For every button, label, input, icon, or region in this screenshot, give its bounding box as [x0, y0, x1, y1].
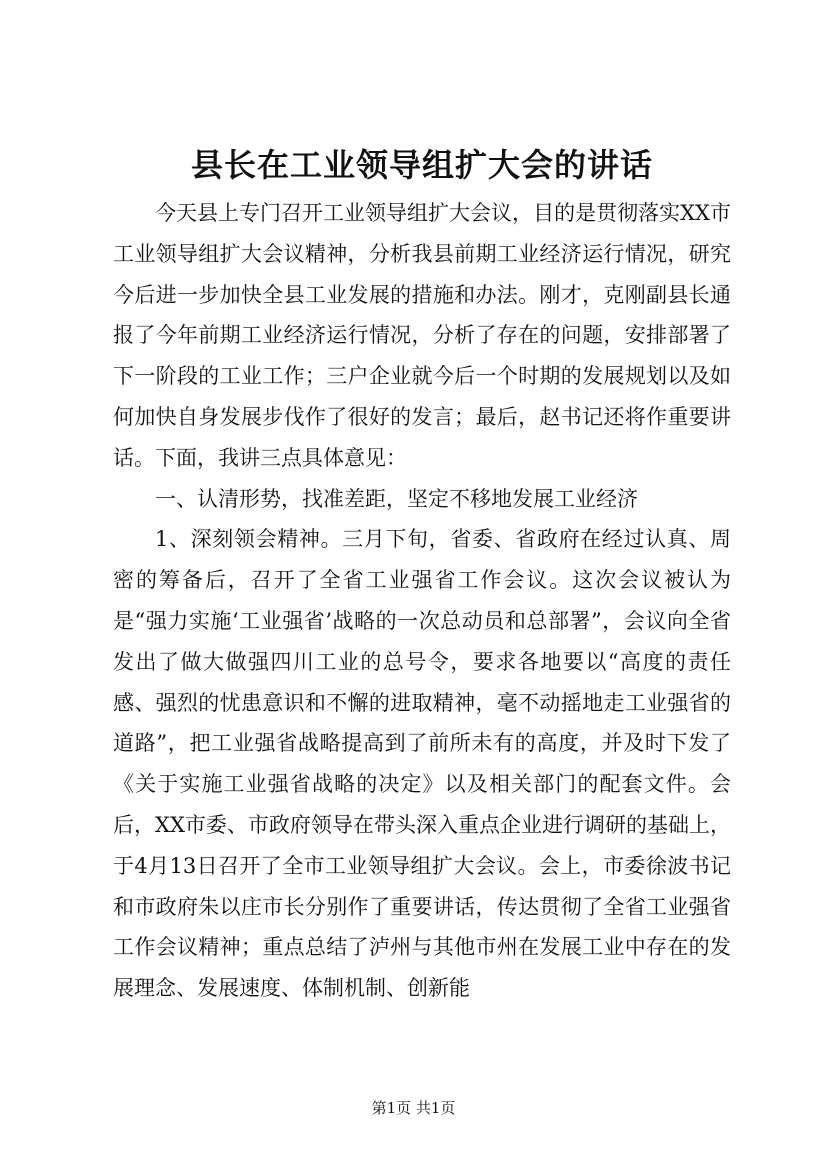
- section-heading-1: 一、认清形势，找准差距，坚定不移地发展工业经济: [155, 486, 638, 511]
- document-title: 县长在工业领导组扩大会的讲话: [190, 146, 653, 184]
- paragraph-point-1: 1、深刻领会精神。三月下旬，省委、省政府在经过认真、周密的筹备后，召开了全省工业强省工作会议。这次会议被认为是“强力实施‘工业强省’战略的一次总动员和总部署”，会议向全省发出了做大做强四川工业的总号令，要求各地要以“高度的责任感、强烈的忧患意识和不懈的进取精神，毫不动摇地走工业强省的道路”，把工业强省战略提高到了前所未有的高度，并及时下发了《关于实施工业强省战略的决定》以及相关部门的配套文件。会后，XX市委、市政府领导在带头深入重点企业进行调研的基础上，于4月13日召开了全市工业领导组扩大会议。会上，市委徐波书记和市政府朱以庄市长分别作了重要讲话，传达贯彻了全省工业强省工作会议精神；重点总结了泸州与其他市州在发展工业中存在的发展理念、发展速度、体制机制、创新能: [113, 527, 731, 1001]
- page-footer: 第1页 共1页: [371, 1099, 456, 1117]
- document-body: [113, 143, 731, 1009]
- paragraph-intro: 今天县上专门召开工业领导组扩大会议，目的是贯彻落实XX市工业领导组扩大会议精神，分析我县前期工业经济运行情况，研究今后进一步加快全县工业发展的措施和办法。刚才，克刚副县长通报了今年前期工业经济运行情况，分析了存在的问题，安排部署了下一阶段的工业工作；三户企业就今后一个时期的发展规划以及如何加快自身发展步伐作了很好的发言；最后，赵书记还将作重要讲话。下面，我讲三点具体意见：: [113, 201, 731, 470]
